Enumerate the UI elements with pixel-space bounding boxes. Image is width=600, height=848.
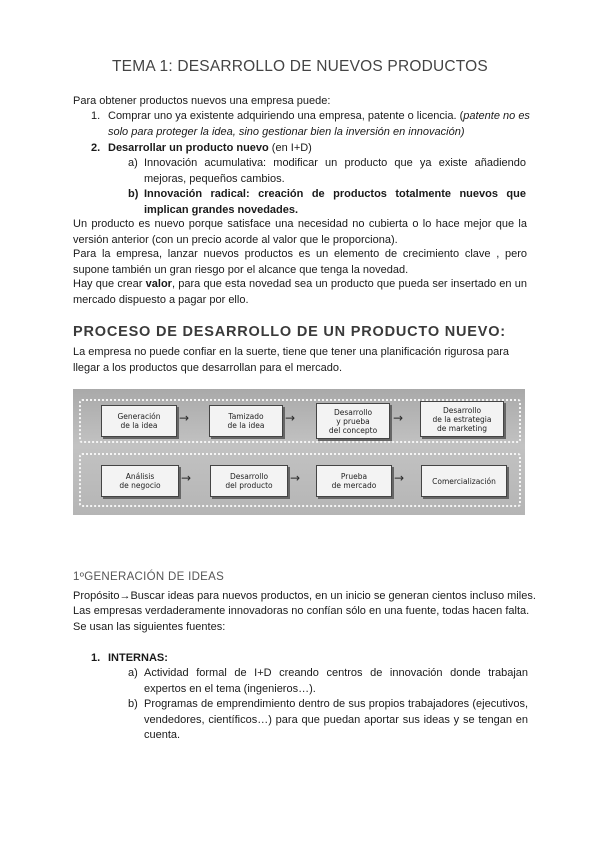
- list-number-1: 1.: [91, 110, 101, 122]
- paragraph-3-post: , para que esta novedad sea un producto que pueda ser insertado en un mercado dispuesto a pagar por ello.: [73, 278, 527, 306]
- arrow-icon: →: [285, 411, 296, 425]
- paragraph-2: Para la empresa, lanzar nuevos productos es un elemento de crecimiento clave , pero supone también un gran riesgo por el alcance que tenga la novedad.: [73, 248, 527, 276]
- paragraph-3: [73, 277, 527, 308]
- fuentes-line: Se usan las siguientes fuentes:: [73, 621, 226, 633]
- sub-b-text: Innovación radical: creación de productos totalmente nuevos que implican grandes novedades.: [144, 188, 526, 216]
- step-tamizado-idea: Tamizado de la idea: [209, 405, 283, 437]
- step-desarrollo-concepto: Desarrollo y prueba del concepto: [316, 403, 390, 439]
- list-item-2-bold: Desarrollar un producto nuevo: [108, 142, 269, 154]
- step-estrategia-marketing: Desarrollo de la estrategia de marketing: [420, 401, 504, 437]
- arrow-icon: →: [394, 471, 405, 485]
- internas-a-letter: a): [128, 667, 138, 679]
- list-item-1-italic: patente no es solo para proteger la idea, sino gestionar bien la inversión en innovación): [108, 110, 530, 138]
- list-item-1: [108, 109, 544, 140]
- sub-a-letter: a): [128, 157, 138, 169]
- paragraph-1: Un producto es nuevo porque satisface una necesidad no cubierta o lo hace mejor que la versión anterior (con un precio acorde al valor que le proporciona).: [73, 218, 527, 246]
- proposito-line: Propósito→Buscar ideas para nuevos productos, en un inicio se generan cientos incluso miles.: [73, 590, 536, 602]
- list-item-2-text: (en I+D): [268, 142, 312, 154]
- section-heading: PROCESO DE DESARROLLO DE UN PRODUCTO NUEVO:: [73, 324, 506, 340]
- intro-text: Para obtener productos nuevos una empresa puede:: [73, 95, 331, 107]
- arrow-icon: →: [393, 411, 404, 425]
- list-item-2: [108, 141, 312, 157]
- step-desarrollo-producto: Desarrollo del producto: [210, 465, 288, 497]
- section-paragraph: La empresa no puede confiar en la suerte, tiene que tener una planificación rigurosa para llegar a los productos que desarrollan para el mercado.: [73, 346, 510, 374]
- step-generacion-idea: Generación de la idea: [101, 405, 177, 437]
- internas-b-letter: b): [128, 698, 138, 710]
- sub-a-text: Innovación acumulativa: modificar un producto que ya existe añadiendo mejoras, pequeños cambios.: [144, 157, 526, 185]
- internas-a-text: Actividad formal de I+D creando centros de innovación donde trabajan expertos en el tema (ingenieros…).: [144, 667, 528, 695]
- sub-heading: 1ºGENERACIÓN DE IDEAS: [73, 571, 225, 583]
- arrow-icon: →: [179, 411, 190, 425]
- page-title: TEMA 1: DESARROLLO DE NUEVOS PRODUCTOS: [112, 58, 488, 75]
- arrow-icon: →: [181, 471, 192, 485]
- sub-b-letter: b): [128, 188, 139, 200]
- process-diagram: [73, 389, 525, 515]
- internas-label: INTERNAS:: [108, 652, 168, 664]
- list-item-1-text: Comprar uno ya existente adquiriendo una empresa, patente o licencia. (: [108, 110, 464, 122]
- step-comercializacion: Comercialización: [421, 465, 507, 497]
- paragraph-3-bold: valor: [145, 278, 172, 290]
- internas-b-text: Programas de emprendimiento dentro de sus propios trabajadores (ejecutivos, vendedores, científicos…) para que puedan aportar sus ideas y se tengan en cuenta.: [144, 698, 528, 741]
- step-prueba-mercado: Prueba de mercado: [316, 465, 392, 497]
- arrow-icon: →: [290, 471, 301, 485]
- list-number-2: 2.: [91, 142, 101, 154]
- internas-number: 1.: [91, 652, 101, 664]
- paragraph-3-pre: Hay que crear: [73, 278, 146, 290]
- empresas-line: Las empresas verdaderamente innovadoras no confían sólo en una fuente, todas hacen falta.: [73, 605, 530, 617]
- step-analisis-negocio: Análisis de negocio: [101, 465, 179, 497]
